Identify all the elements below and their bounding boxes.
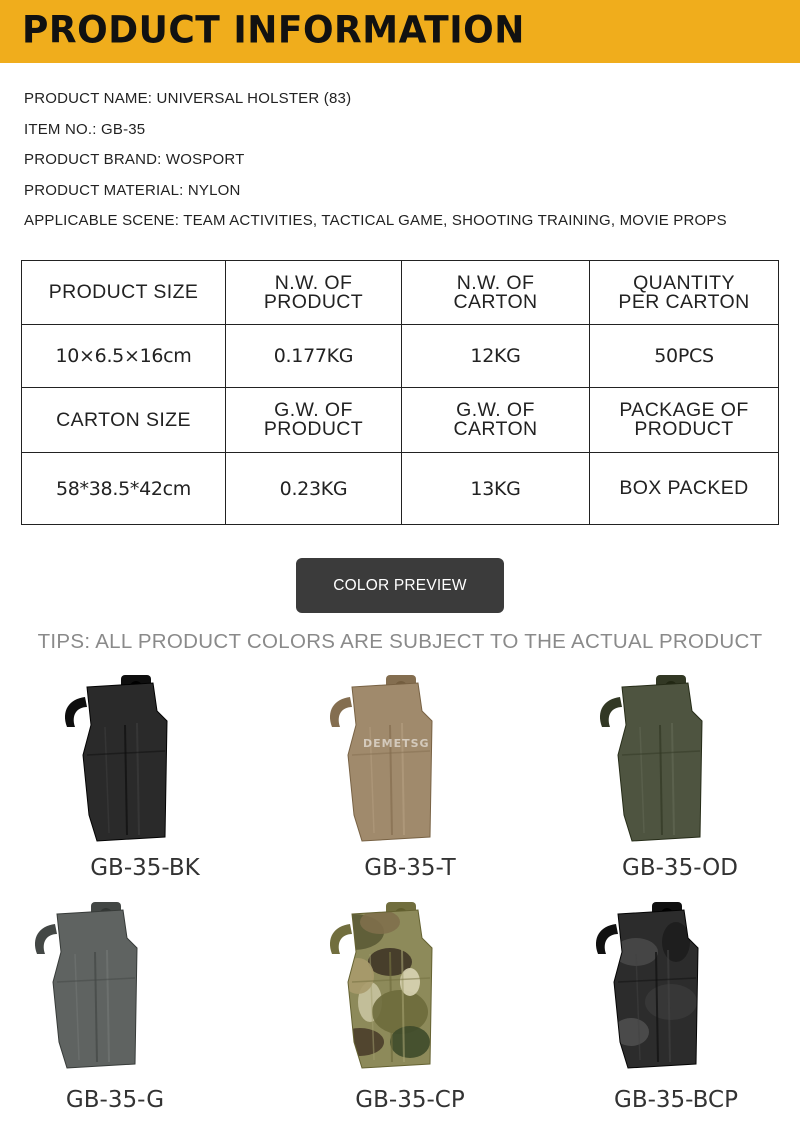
product-material-line: PRODUCT MATERIAL: NYLON: [24, 181, 241, 199]
product-label: GB-35-OD: [622, 855, 738, 881]
holster-image: [560, 665, 800, 855]
product-label: GB-35-BCP: [614, 1087, 738, 1113]
page-title: PRODUCT INFORMATION: [22, 8, 525, 53]
product-info-list: [24, 88, 794, 241]
carton-size-header: CARTON SIZE: [22, 388, 226, 453]
lever-part: [65, 697, 87, 727]
holster-image: [290, 892, 530, 1082]
table-row: [22, 453, 779, 525]
header-banner: [0, 0, 800, 63]
gw-carton-header: G.W. OF CARTON: [402, 388, 590, 453]
product-size-value: 10×6.5×16cm: [22, 325, 226, 388]
watermark-logo: DEMETSG: [363, 737, 430, 750]
tips-text: TIPS: ALL PRODUCT COLORS ARE SUBJECT TO THE ACTUAL PRODUCT: [37, 630, 763, 653]
lever-part: [35, 924, 57, 954]
lever-part: [600, 697, 622, 727]
package-of-product-value: BOX PACKED: [590, 453, 779, 525]
item-number-line: ITEM NO.: GB-35: [24, 120, 146, 138]
lever-part: [330, 697, 352, 727]
product-label: GB-35-T: [364, 855, 456, 881]
nw-product-header: N.W. OF PRODUCT: [226, 261, 402, 325]
lever-part: [330, 924, 352, 954]
holster-image: [25, 665, 265, 855]
carton-size-value: 58*38.5*42cm: [22, 453, 226, 525]
quantity-per-carton-header: QUANTITY PER CARTON: [590, 261, 779, 325]
product-card-bk[interactable]: [25, 665, 265, 895]
product-label: GB-35-BK: [90, 855, 200, 881]
product-name-line: PRODUCT NAME: UNIVERSAL HOLSTER (83): [24, 90, 352, 107]
quantity-per-carton-value: 50PCS: [590, 325, 779, 388]
product-label: GB-35-CP: [355, 1087, 465, 1113]
gw-product-header: G.W. OF PRODUCT: [226, 388, 402, 453]
table-row: [22, 325, 779, 388]
spec-table: [21, 260, 779, 525]
product-size-header: PRODUCT SIZE: [22, 261, 226, 325]
applicable-scene-line: APPLICABLE SCENE: TEAM ACTIVITIES, TACTICAL GAME, SHOOTING TRAINING, MOVIE PROPS: [24, 212, 727, 229]
product-card-t[interactable]: [290, 665, 530, 895]
nw-product-value: 0.177KG: [226, 325, 402, 388]
product-brand-line: PRODUCT BRAND: WOSPORT: [24, 151, 245, 168]
table-row: [22, 261, 779, 325]
product-card-od[interactable]: [560, 665, 800, 895]
nw-carton-value: 12KG: [402, 325, 590, 388]
product-label: GB-35-G: [65, 1087, 165, 1113]
color-preview-button[interactable]: COLOR PREVIEW: [296, 558, 504, 613]
product-card-bcp[interactable]: [556, 892, 796, 1122]
holster-image: [556, 892, 796, 1082]
table-row: [22, 388, 779, 453]
package-of-product-header: PACKAGE OF PRODUCT: [590, 388, 779, 453]
gw-product-value: 0.23KG: [226, 453, 402, 525]
lever-part: [596, 924, 618, 954]
product-card-g[interactable]: [0, 892, 235, 1122]
holster-image: [290, 665, 530, 855]
nw-carton-header: N.W. OF CARTON: [402, 261, 590, 325]
gw-carton-value: 13KG: [402, 453, 590, 525]
product-card-cp[interactable]: [290, 892, 530, 1122]
holster-image: [0, 892, 235, 1082]
